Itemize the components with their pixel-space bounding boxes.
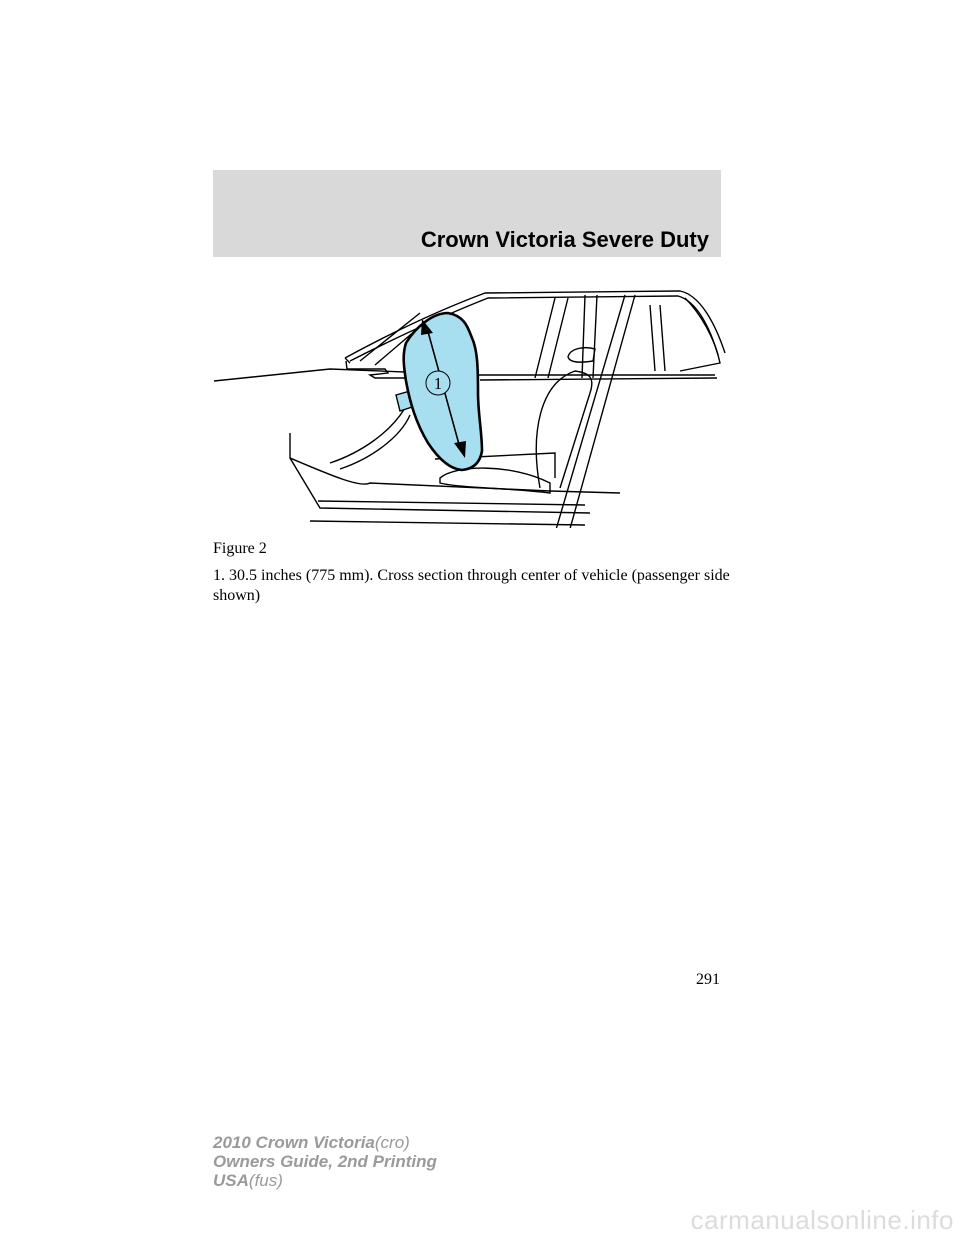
- watermark-text: carmanualsonline.info: [690, 1205, 954, 1235]
- roof-line: [345, 291, 725, 358]
- figure-caption: Figure 2: [213, 540, 267, 557]
- footer-model: 2010 Crown Victoria: [213, 1133, 375, 1152]
- footer-line-3: [213, 1171, 437, 1190]
- footer-line-2: Owners Guide, 2nd Printing: [213, 1152, 437, 1171]
- section-title: Crown Victoria Severe Duty: [420, 227, 709, 252]
- footer-market: USA: [213, 1171, 249, 1190]
- document-footer: [213, 1133, 437, 1190]
- footer-model-code: (cro): [374, 1133, 410, 1152]
- footer-market-code: (fus): [248, 1171, 283, 1190]
- page-number: 291: [696, 971, 720, 988]
- footer-line-1: [213, 1133, 437, 1152]
- section-header-band: [213, 170, 721, 257]
- airbag-illustration: [210, 283, 730, 528]
- callout-label: 1: [433, 374, 443, 393]
- figure-item-description: 1. 30.5 inches (775 mm). Cross section through center of vehicle (passenger side shown): [213, 567, 730, 604]
